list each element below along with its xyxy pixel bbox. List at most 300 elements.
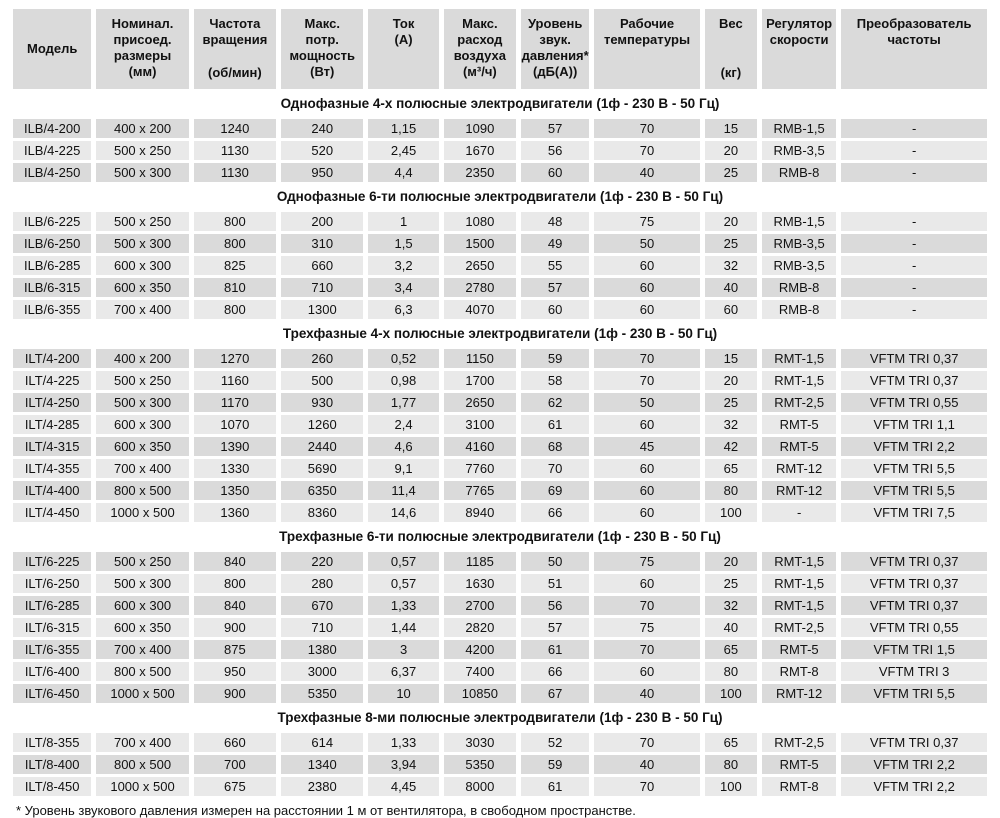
data-cell: 52	[521, 733, 589, 752]
data-cell: 500 x 250	[96, 552, 188, 571]
data-cell: 48	[521, 212, 589, 231]
data-cell: 66	[521, 662, 589, 681]
table-row	[13, 618, 987, 637]
data-cell: 70	[594, 141, 699, 160]
data-cell: 69	[521, 481, 589, 500]
table-row	[13, 777, 987, 796]
data-cell: VFTM TRI 0,37	[841, 733, 987, 752]
column-header-10	[841, 9, 987, 89]
data-cell: 800 x 500	[96, 755, 188, 774]
data-cell: 70	[594, 777, 699, 796]
table-row	[13, 234, 987, 253]
section-title-row	[13, 92, 987, 116]
data-cell: 65	[705, 459, 757, 478]
column-header-label: Макс. расход воздуха (м³/ч)	[453, 16, 507, 79]
data-cell: 65	[705, 733, 757, 752]
data-cell: 2820	[444, 618, 516, 637]
data-cell: 100	[705, 503, 757, 522]
data-cell: 60	[594, 662, 699, 681]
data-cell: 675	[194, 777, 276, 796]
data-cell: 1,77	[368, 393, 438, 412]
data-cell: 6,37	[368, 662, 438, 681]
data-cell: RMT-5	[762, 437, 836, 456]
data-cell: 32	[705, 415, 757, 434]
model-cell: ILB/6-355	[13, 300, 91, 319]
data-cell: 60	[594, 300, 699, 319]
data-cell: 32	[705, 596, 757, 615]
data-cell: 1380	[281, 640, 363, 659]
data-cell: 400 x 200	[96, 119, 188, 138]
data-cell: 1,44	[368, 618, 438, 637]
data-cell: 3,2	[368, 256, 438, 275]
data-cell: 60	[594, 415, 699, 434]
model-cell: ILT/6-355	[13, 640, 91, 659]
data-cell: 400 x 200	[96, 349, 188, 368]
data-cell: -	[841, 234, 987, 253]
data-cell: 930	[281, 393, 363, 412]
model-cell: ILT/8-355	[13, 733, 91, 752]
data-cell: 45	[594, 437, 699, 456]
section-title-row	[13, 185, 987, 209]
data-cell: 56	[521, 596, 589, 615]
data-cell: 3	[368, 640, 438, 659]
model-cell: ILT/4-450	[13, 503, 91, 522]
data-cell: 7760	[444, 459, 516, 478]
column-header-label: Уровень звук. давления* (дБ(А))	[521, 16, 589, 79]
data-cell: 2380	[281, 777, 363, 796]
data-cell: 58	[521, 371, 589, 390]
data-cell: 800	[194, 300, 276, 319]
data-cell: RMB-8	[762, 300, 836, 319]
data-cell: 75	[594, 212, 699, 231]
data-cell: 9,1	[368, 459, 438, 478]
data-cell: RMT-1,5	[762, 574, 836, 593]
model-cell: ILT/4-285	[13, 415, 91, 434]
data-cell: -	[762, 503, 836, 522]
model-cell: ILB/6-285	[13, 256, 91, 275]
data-cell: 2650	[444, 393, 516, 412]
data-cell: 15	[705, 349, 757, 368]
data-cell: VFTM TRI 3	[841, 662, 987, 681]
data-cell: 25	[705, 234, 757, 253]
data-cell: 1670	[444, 141, 516, 160]
data-cell: 800	[194, 212, 276, 231]
data-cell: 60	[594, 503, 699, 522]
data-cell: 65	[705, 640, 757, 659]
table-row	[13, 503, 987, 522]
data-cell: 70	[594, 119, 699, 138]
data-cell: 0,98	[368, 371, 438, 390]
data-cell: 51	[521, 574, 589, 593]
model-cell: ILT/6-450	[13, 684, 91, 703]
data-cell: RMB-8	[762, 163, 836, 182]
table-row	[13, 574, 987, 593]
data-cell: VFTM TRI 0,37	[841, 371, 987, 390]
data-cell: -	[841, 141, 987, 160]
data-cell: VFTM TRI 5,5	[841, 481, 987, 500]
data-cell: 700 x 400	[96, 300, 188, 319]
data-cell: 40	[594, 684, 699, 703]
data-cell: 55	[521, 256, 589, 275]
table-row	[13, 415, 987, 434]
data-cell: -	[841, 278, 987, 297]
data-cell: VFTM TRI 0,55	[841, 618, 987, 637]
data-cell: 1360	[194, 503, 276, 522]
model-cell: ILT/6-250	[13, 574, 91, 593]
data-cell: 280	[281, 574, 363, 593]
model-cell: ILT/6-400	[13, 662, 91, 681]
model-cell: ILB/6-315	[13, 278, 91, 297]
data-cell: 200	[281, 212, 363, 231]
data-cell: 42	[705, 437, 757, 456]
data-cell: 1500	[444, 234, 516, 253]
table-row	[13, 596, 987, 615]
model-cell: ILT/6-285	[13, 596, 91, 615]
column-header-label: Вес	[719, 16, 743, 31]
data-cell: 2440	[281, 437, 363, 456]
column-header-8	[705, 9, 757, 89]
data-cell: 1000 x 500	[96, 777, 188, 796]
data-cell: 2,4	[368, 415, 438, 434]
table-row	[13, 459, 987, 478]
data-cell: 1090	[444, 119, 516, 138]
data-cell: 800 x 500	[96, 662, 188, 681]
data-cell: 1130	[194, 141, 276, 160]
data-cell: 4160	[444, 437, 516, 456]
model-cell: ILT/4-200	[13, 349, 91, 368]
data-cell: 8940	[444, 503, 516, 522]
column-header-label: Макс. потр. мощность (Вт)	[289, 16, 356, 79]
model-cell: ILT/4-355	[13, 459, 91, 478]
data-cell: VFTM TRI 1,1	[841, 415, 987, 434]
column-header-label: Ток (А)	[392, 16, 415, 47]
data-cell: VFTM TRI 0,55	[841, 393, 987, 412]
column-header-4	[368, 9, 438, 89]
data-cell: RMT-12	[762, 459, 836, 478]
table-body	[13, 92, 987, 796]
data-cell: -	[841, 163, 987, 182]
data-cell: 840	[194, 552, 276, 571]
table-row	[13, 212, 987, 231]
column-header-3	[281, 9, 363, 89]
data-cell: 50	[594, 234, 699, 253]
data-cell: RMB-1,5	[762, 119, 836, 138]
section-title: Однофазные 6-ти полюсные электродвигатели (1ф - 230 В - 50 Гц)	[13, 185, 987, 209]
model-cell: ILT/8-400	[13, 755, 91, 774]
data-cell: 5690	[281, 459, 363, 478]
data-cell: 50	[521, 552, 589, 571]
data-cell: 700	[194, 755, 276, 774]
data-cell: 900	[194, 618, 276, 637]
data-cell: VFTM TRI 2,2	[841, 777, 987, 796]
data-cell: 0,52	[368, 349, 438, 368]
table-row	[13, 662, 987, 681]
data-cell: RMT-12	[762, 481, 836, 500]
data-cell: 810	[194, 278, 276, 297]
data-cell: 600 x 350	[96, 437, 188, 456]
data-cell: 0,57	[368, 574, 438, 593]
data-cell: 2,45	[368, 141, 438, 160]
data-cell: VFTM TRI 0,37	[841, 552, 987, 571]
table-row	[13, 393, 987, 412]
column-header-1	[96, 9, 188, 89]
data-cell: 1270	[194, 349, 276, 368]
data-cell: 68	[521, 437, 589, 456]
data-cell: 1350	[194, 481, 276, 500]
data-cell: 520	[281, 141, 363, 160]
fan-spec-table	[8, 6, 992, 799]
data-cell: 1330	[194, 459, 276, 478]
data-cell: 700 x 400	[96, 640, 188, 659]
model-cell: ILT/4-225	[13, 371, 91, 390]
data-cell: 1700	[444, 371, 516, 390]
data-cell: 1,33	[368, 733, 438, 752]
table-row	[13, 141, 987, 160]
data-cell: 40	[705, 278, 757, 297]
data-cell: 60	[594, 278, 699, 297]
data-cell: 1170	[194, 393, 276, 412]
model-cell: ILT/6-315	[13, 618, 91, 637]
data-cell: -	[841, 212, 987, 231]
data-cell: 60	[521, 300, 589, 319]
data-cell: 40	[705, 618, 757, 637]
data-cell: RMT-2,5	[762, 733, 836, 752]
data-cell: 840	[194, 596, 276, 615]
column-header-2	[194, 9, 276, 89]
data-cell: 1,33	[368, 596, 438, 615]
data-cell: 61	[521, 640, 589, 659]
data-cell: 1630	[444, 574, 516, 593]
data-cell: 800	[194, 574, 276, 593]
data-cell: 260	[281, 349, 363, 368]
data-cell: 7400	[444, 662, 516, 681]
data-cell: 25	[705, 574, 757, 593]
table-row	[13, 437, 987, 456]
data-cell: 4,6	[368, 437, 438, 456]
data-cell: 500 x 250	[96, 212, 188, 231]
data-cell: 5350	[444, 755, 516, 774]
data-cell: 2350	[444, 163, 516, 182]
model-cell: ILB/4-250	[13, 163, 91, 182]
data-cell: 1390	[194, 437, 276, 456]
data-cell: -	[841, 119, 987, 138]
data-cell: 25	[705, 393, 757, 412]
data-cell: 2700	[444, 596, 516, 615]
data-cell: 100	[705, 684, 757, 703]
data-cell: 70	[594, 733, 699, 752]
data-cell: 1300	[281, 300, 363, 319]
table-row	[13, 300, 987, 319]
data-cell: 670	[281, 596, 363, 615]
data-cell: RMT-12	[762, 684, 836, 703]
data-cell: -	[841, 256, 987, 275]
data-cell: 60	[594, 574, 699, 593]
data-cell: 15	[705, 119, 757, 138]
column-header-0	[13, 9, 91, 89]
data-cell: 3,94	[368, 755, 438, 774]
table-row	[13, 684, 987, 703]
data-cell: 59	[521, 349, 589, 368]
data-cell: 1	[368, 212, 438, 231]
data-cell: 614	[281, 733, 363, 752]
data-cell: 1000 x 500	[96, 503, 188, 522]
data-cell: 1080	[444, 212, 516, 231]
data-cell: 40	[594, 163, 699, 182]
data-cell: 600 x 300	[96, 415, 188, 434]
data-cell: RMT-8	[762, 777, 836, 796]
data-cell: 0,57	[368, 552, 438, 571]
column-header-label: Преобразователь частоты	[856, 16, 972, 47]
data-cell: 800 x 500	[96, 481, 188, 500]
model-cell: ILT/4-400	[13, 481, 91, 500]
model-cell: ILT/4-315	[13, 437, 91, 456]
data-cell: 4070	[444, 300, 516, 319]
data-cell: 57	[521, 618, 589, 637]
data-cell: RMT-1,5	[762, 349, 836, 368]
data-cell: 62	[521, 393, 589, 412]
model-cell: ILB/6-225	[13, 212, 91, 231]
data-cell: 950	[281, 163, 363, 182]
data-cell: 66	[521, 503, 589, 522]
column-header-5	[444, 9, 516, 89]
data-cell: 710	[281, 618, 363, 637]
table-row	[13, 371, 987, 390]
data-cell: 600 x 300	[96, 596, 188, 615]
data-cell: 4,45	[368, 777, 438, 796]
data-cell: 500 x 250	[96, 141, 188, 160]
data-cell: 59	[521, 755, 589, 774]
data-cell: 8000	[444, 777, 516, 796]
data-cell: RMT-1,5	[762, 596, 836, 615]
data-cell: 1240	[194, 119, 276, 138]
data-cell: 61	[521, 415, 589, 434]
table-row	[13, 733, 987, 752]
column-header-9	[762, 9, 836, 89]
data-cell: VFTM TRI 5,5	[841, 459, 987, 478]
data-cell: RMB-8	[762, 278, 836, 297]
data-cell: 220	[281, 552, 363, 571]
data-cell: VFTM TRI 0,37	[841, 574, 987, 593]
model-cell: ILT/8-450	[13, 777, 91, 796]
table-row	[13, 256, 987, 275]
data-cell: 700 x 400	[96, 733, 188, 752]
data-cell: 1150	[444, 349, 516, 368]
data-cell: 20	[705, 552, 757, 571]
table-row	[13, 163, 987, 182]
data-cell: 4,4	[368, 163, 438, 182]
data-cell: 60	[594, 481, 699, 500]
data-cell: -	[841, 300, 987, 319]
data-cell: 5350	[281, 684, 363, 703]
data-cell: RMT-2,5	[762, 393, 836, 412]
data-cell: 3100	[444, 415, 516, 434]
data-cell: RMB-1,5	[762, 212, 836, 231]
data-cell: 10850	[444, 684, 516, 703]
data-cell: 1340	[281, 755, 363, 774]
model-cell: ILB/4-225	[13, 141, 91, 160]
data-cell: VFTM TRI 0,37	[841, 349, 987, 368]
column-header-6	[521, 9, 589, 89]
data-cell: 1,5	[368, 234, 438, 253]
data-cell: 8360	[281, 503, 363, 522]
data-cell: 11,4	[368, 481, 438, 500]
data-cell: 57	[521, 119, 589, 138]
footnote: * Уровень звукового давления измерен на расстоянии 1 м от вентилятора, в свободном пространстве.	[16, 803, 636, 818]
section-title-row	[13, 525, 987, 549]
data-cell: RMB-3,5	[762, 234, 836, 253]
data-cell: 1,15	[368, 119, 438, 138]
data-cell: 60	[594, 459, 699, 478]
data-cell: 500 x 300	[96, 574, 188, 593]
data-cell: 6,3	[368, 300, 438, 319]
column-header-label: Регулятор скорости	[766, 16, 833, 47]
data-cell: 700 x 400	[96, 459, 188, 478]
table-row	[13, 755, 987, 774]
data-cell: 80	[705, 662, 757, 681]
column-header-7	[594, 9, 699, 89]
data-cell: 1185	[444, 552, 516, 571]
data-cell: 20	[705, 141, 757, 160]
data-cell: RMB-3,5	[762, 141, 836, 160]
section-title-row	[13, 706, 987, 730]
data-cell: 1160	[194, 371, 276, 390]
data-cell: 70	[594, 596, 699, 615]
data-cell: 80	[705, 755, 757, 774]
column-header-unit: (кг)	[720, 65, 742, 80]
header-row	[13, 9, 987, 89]
column-header-unit: (об/мин)	[208, 65, 262, 80]
data-cell: 500 x 300	[96, 393, 188, 412]
data-cell: 825	[194, 256, 276, 275]
data-cell: VFTM TRI 2,2	[841, 755, 987, 774]
data-cell: 710	[281, 278, 363, 297]
data-cell: 4200	[444, 640, 516, 659]
column-header-label: Рабочие температуры	[603, 16, 691, 47]
data-cell: 3030	[444, 733, 516, 752]
model-cell: ILB/6-250	[13, 234, 91, 253]
data-cell: 60	[594, 256, 699, 275]
data-cell: VFTM TRI 1,5	[841, 640, 987, 659]
section-title: Трехфазные 6-ти полюсные электродвигатели (1ф - 230 В - 50 Гц)	[13, 525, 987, 549]
data-cell: VFTM TRI 7,5	[841, 503, 987, 522]
data-cell: 70	[594, 349, 699, 368]
table-row	[13, 481, 987, 500]
data-cell: 950	[194, 662, 276, 681]
table-row	[13, 349, 987, 368]
data-cell: 56	[521, 141, 589, 160]
data-cell: 660	[194, 733, 276, 752]
data-cell: 900	[194, 684, 276, 703]
data-cell: 660	[281, 256, 363, 275]
model-cell: ILB/4-200	[13, 119, 91, 138]
data-cell: 70	[594, 640, 699, 659]
data-cell: RMT-5	[762, 415, 836, 434]
data-cell: 2650	[444, 256, 516, 275]
data-cell: 1130	[194, 163, 276, 182]
data-cell: 3000	[281, 662, 363, 681]
data-cell: 1000 x 500	[96, 684, 188, 703]
data-cell: 600 x 350	[96, 278, 188, 297]
data-cell: 600 x 350	[96, 618, 188, 637]
data-cell: 67	[521, 684, 589, 703]
data-cell: 1070	[194, 415, 276, 434]
section-title-row	[13, 322, 987, 346]
data-cell: RMT-1,5	[762, 552, 836, 571]
model-cell: ILT/4-250	[13, 393, 91, 412]
data-cell: 14,6	[368, 503, 438, 522]
data-cell: VFTM TRI 2,2	[841, 437, 987, 456]
data-cell: 25	[705, 163, 757, 182]
